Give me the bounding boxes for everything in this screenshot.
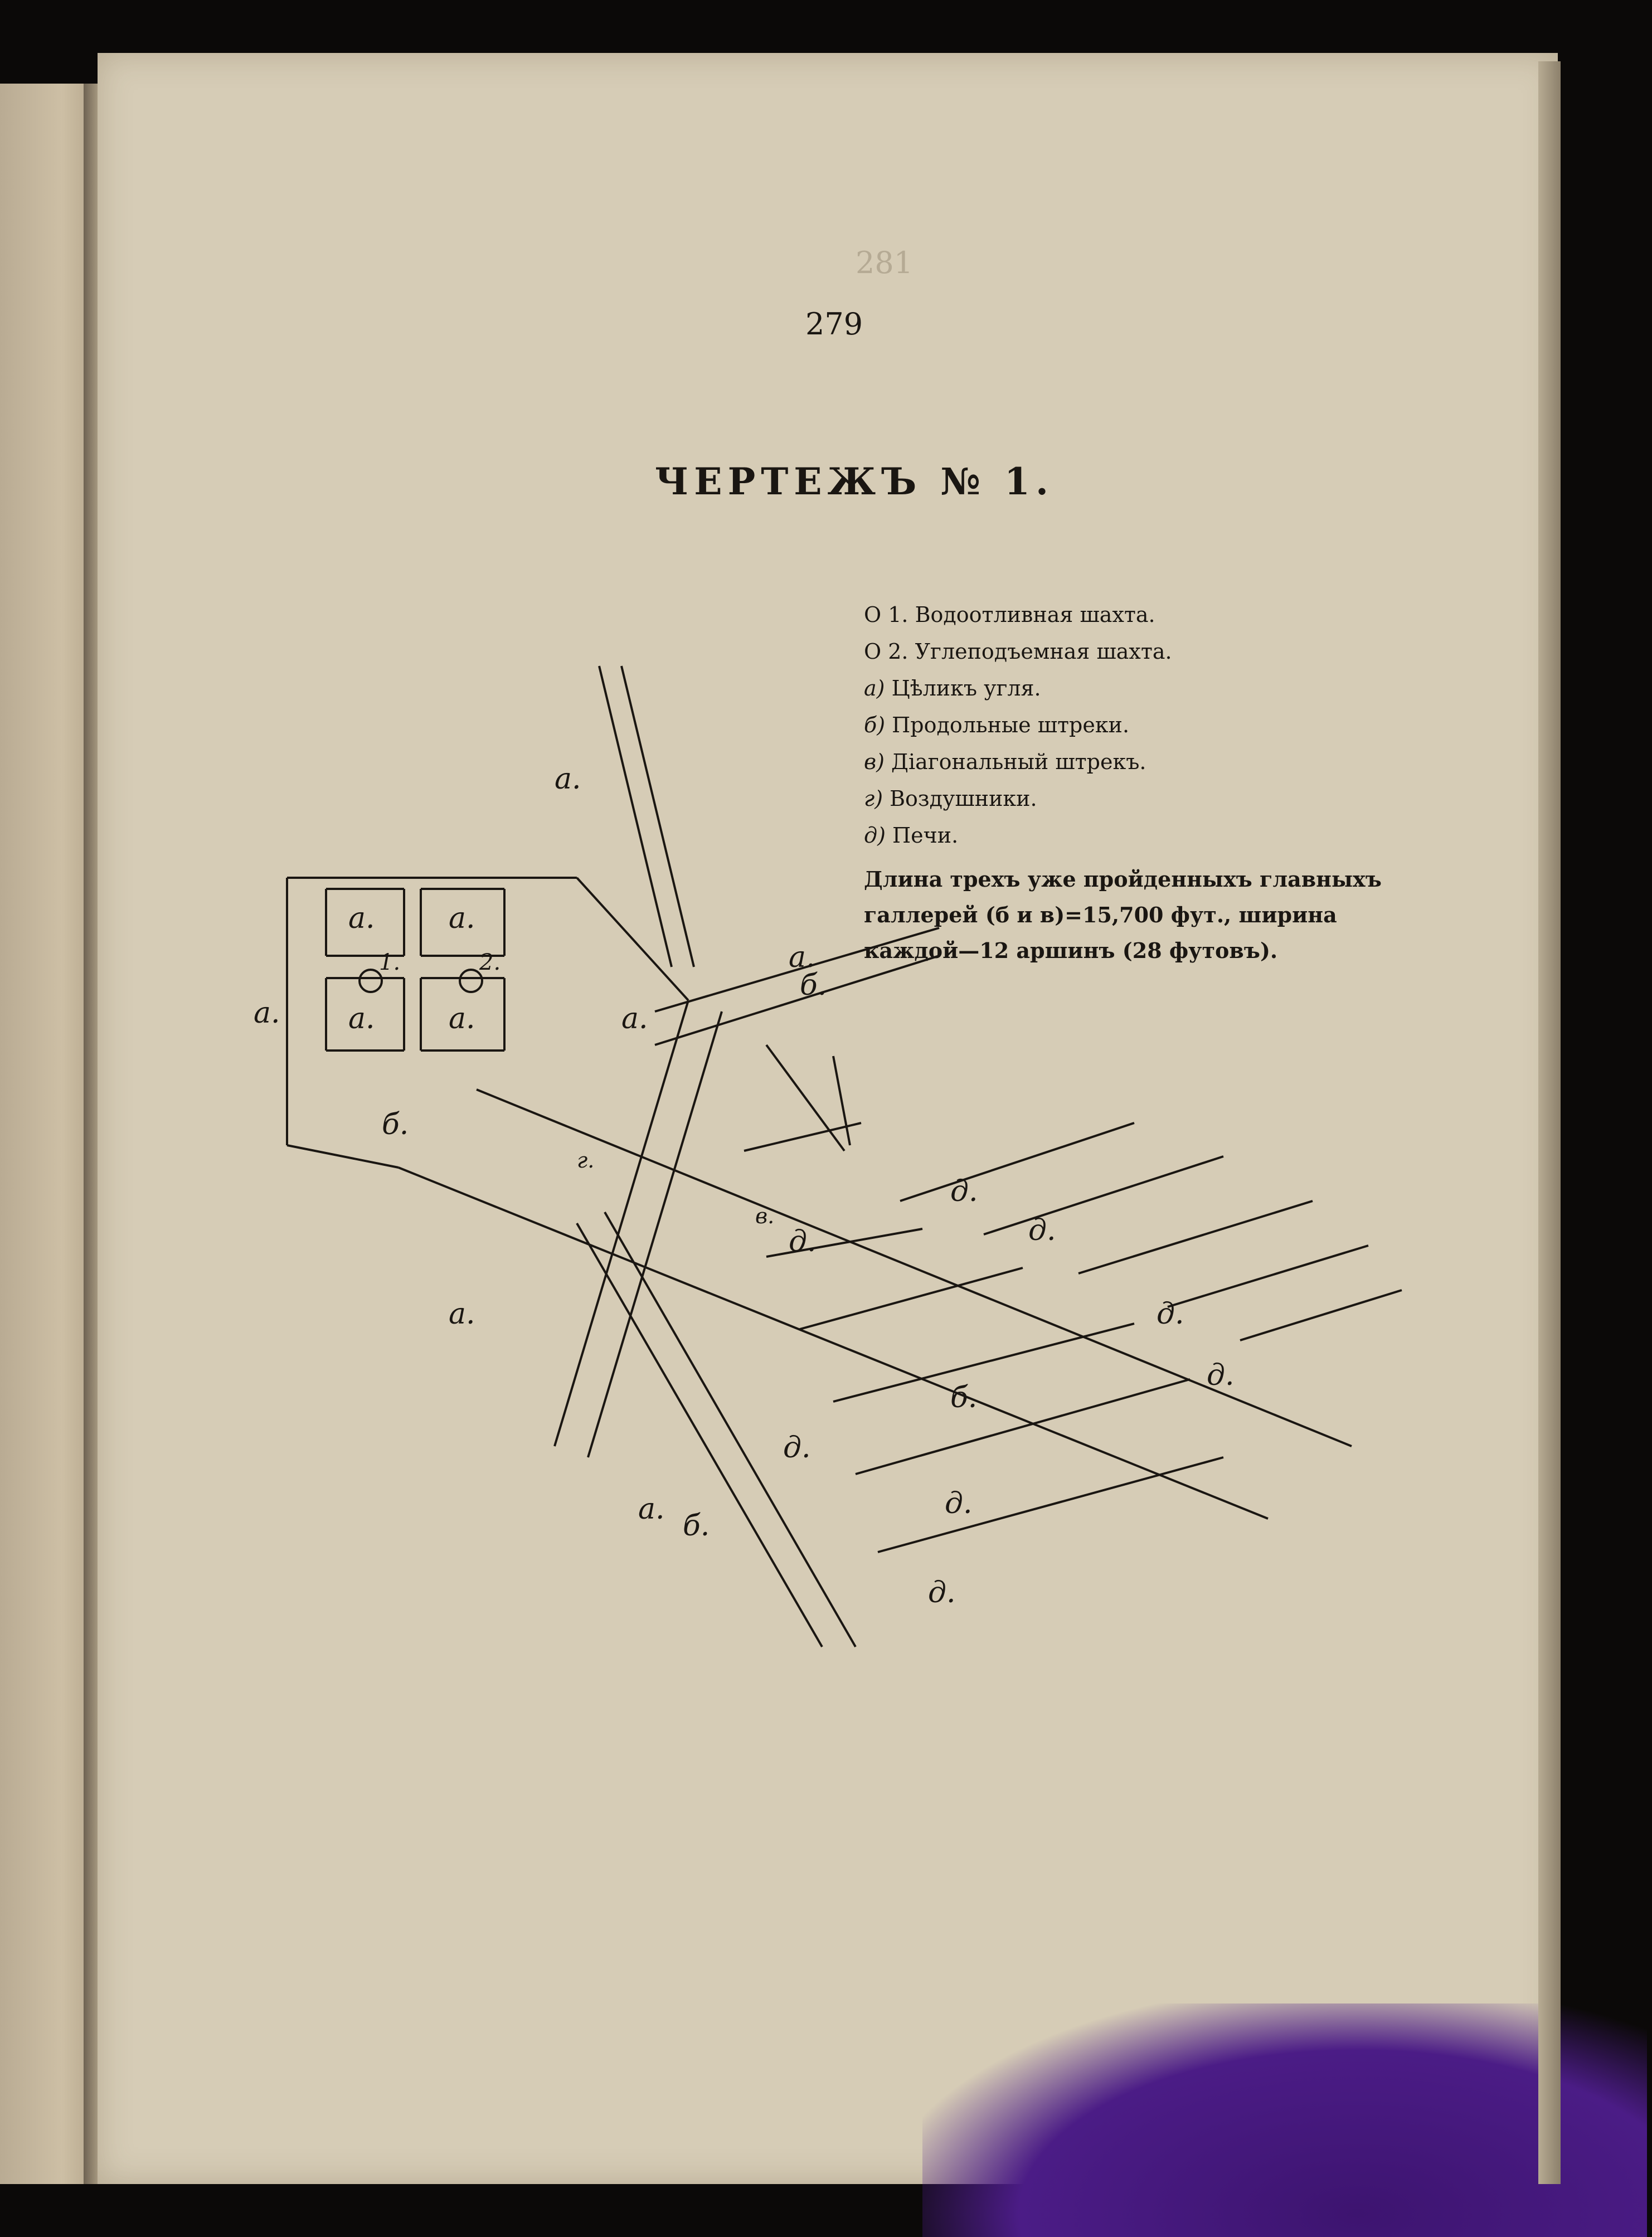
page-edge-shadow bbox=[1538, 61, 1561, 2184]
page-number: 279 bbox=[805, 307, 863, 342]
legend-item: г) Воздушники. bbox=[864, 786, 1037, 811]
label-d: д. bbox=[945, 1487, 973, 1520]
label-d: д. bbox=[789, 1225, 817, 1258]
label-d: д. bbox=[1028, 1214, 1056, 1247]
label-a: а. bbox=[449, 902, 475, 935]
label-a: а. bbox=[449, 1297, 475, 1331]
label-a: а. bbox=[254, 996, 280, 1030]
label-b: б. bbox=[382, 1108, 409, 1141]
label-v: в. bbox=[755, 1204, 775, 1228]
label-b: б. bbox=[683, 1509, 710, 1543]
label-b: б. bbox=[800, 969, 827, 1002]
label-shaft-2: 2. bbox=[479, 950, 501, 975]
document-page bbox=[98, 53, 1558, 2184]
label-a: а. bbox=[789, 941, 815, 974]
legend-item: а) Цѣликъ угля. bbox=[864, 676, 1041, 701]
page-title: ЧЕРТЕЖЪ № 1. bbox=[655, 460, 1054, 503]
legend-item: O 2. Углеподъемная шахта. bbox=[864, 639, 1172, 664]
label-d: д. bbox=[1157, 1297, 1184, 1331]
legend-item: д) Печи. bbox=[864, 823, 959, 848]
label-d: д. bbox=[928, 1576, 956, 1609]
label-a: а. bbox=[348, 1002, 375, 1035]
label-g: г. bbox=[577, 1148, 595, 1173]
label-shaft-1: 1. bbox=[379, 950, 401, 975]
label-d: д. bbox=[783, 1431, 811, 1465]
label-a: а. bbox=[621, 1002, 648, 1035]
label-d: д. bbox=[1207, 1359, 1235, 1392]
legend-item: O 1. Водоотливная шахта. bbox=[864, 602, 1155, 627]
label-a: а. bbox=[449, 1002, 475, 1035]
legend-item: в) Діагональный штрекъ. bbox=[864, 750, 1146, 774]
label-b: б. bbox=[950, 1381, 978, 1414]
legend-item: б) Продольные штреки. bbox=[864, 713, 1130, 737]
label-a: а. bbox=[555, 762, 581, 796]
mine-plan-diagram bbox=[254, 666, 1435, 1725]
book-gutter bbox=[84, 84, 98, 2184]
label-d: д. bbox=[950, 1175, 978, 1208]
bleed-through-page-number: 281 bbox=[856, 245, 914, 280]
label-a: а. bbox=[638, 1492, 665, 1526]
label-a: а. bbox=[348, 902, 375, 935]
legend-note: Длина трехъ уже пройденныхъ главныхъ галлерей (б и в)=15,700 фут., ширина каждой—12 аршинъ (28 футовъ). bbox=[864, 867, 1382, 963]
